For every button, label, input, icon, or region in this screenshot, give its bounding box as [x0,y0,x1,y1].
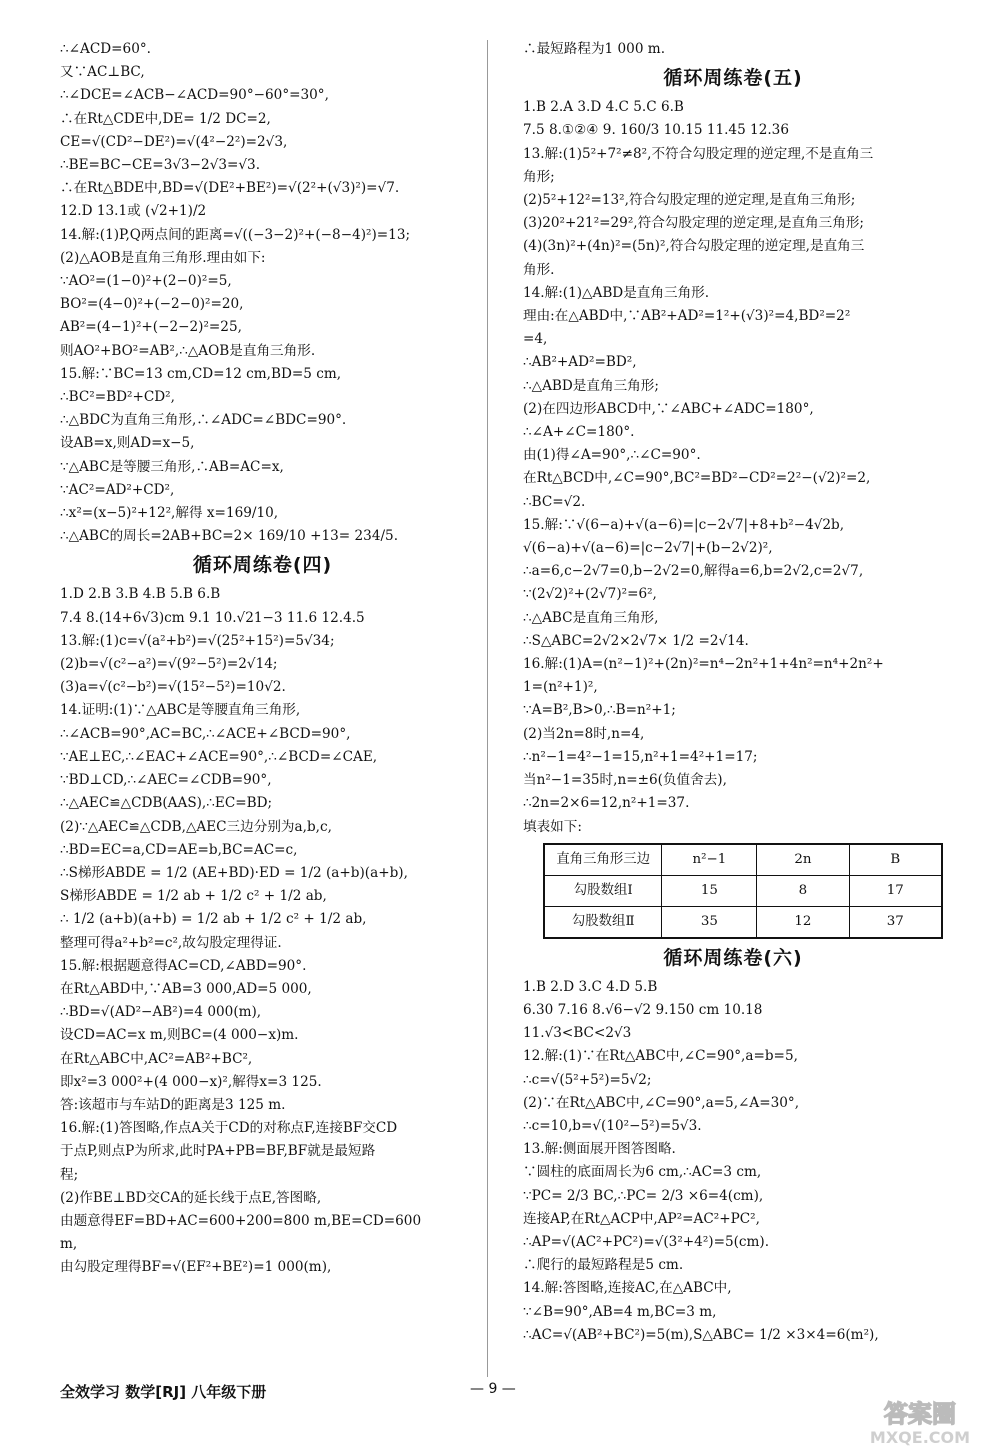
answer-line: 在Rt△BCD中,∠C=90°,BC²=BD²−CD²=2²−(√2)²=2, [523,470,871,487]
table-header-cell: B [849,844,942,876]
answer-line: ∴△ABC是直角三角形, [523,609,659,626]
table-header-row [544,844,942,876]
answer-line: 填表如下: [523,818,582,835]
answer-line: ∴BE=BC−CE=3√3−2√3=√3. [60,157,261,174]
left-column [60,38,465,1280]
answer-line: CE=√(CD²−DE²)=√(4²−2²)=2√3, [60,133,288,150]
book-title: 全效学习 数学[RJ] 八年级下册 [60,1383,267,1401]
answer-line: 即x²=3 000²+(4 000−x)²,解得x=3 125. [60,1073,322,1090]
answer-line: 由勾股定理得BF=√(EF²+BE²)=1 000(m), [60,1259,332,1276]
table-cell: 8 [757,875,849,906]
table-cell: 17 [849,875,942,906]
table-cell: 15 [662,875,757,906]
watermark-logo [854,1398,986,1448]
answer-line: 理由:在△ABD中,∵AB²+AD²=1²+(√3)²=4,BD²=2² [523,308,851,325]
answer-line: √(6−a)+√(a−6)=|c−2√7|+(b−2√2)², [523,540,773,557]
answer-line: ∴∠DCE=∠ACB−∠ACD=90°−60°=30°, [60,87,329,104]
answer-line: ∴x²=(x−5)²+12²,解得 x=169/10, [60,505,279,522]
answer-line: 1.D 2.B 3.B 4.B 5.B 6.B [60,586,221,603]
answer-line: =4, [523,331,548,348]
section-title-six: 循环周练卷(六) [663,946,803,969]
table-cell: 35 [662,906,757,938]
answer-line: 12.解:(1)∵在Rt△ABC中,∠C=90°,a=b=5, [523,1048,798,1065]
answer-line: 12.D 13.1或 (√2+1)/2 [60,203,207,220]
answer-line: ∴在Rt△BDE中,BD=√(DE²+BE²)=√(2²+(√3)²)=√7. [60,180,400,197]
answer-line: 在Rt△ABC中,AC²=AB²+BC², [60,1050,253,1067]
answer-line: ∴n²−1=4²−1=15,n²+1=4²+1=17; [523,748,758,765]
answer-line: 于点P,则点P为所求,此时PA+PB=BF,BF就是最短路 [60,1143,376,1160]
answer-line: ∴△BDC为直角三角形,∴∠ADC=∠BDC=90°. [60,412,347,429]
answer-line: ∵(2√2)²+(2√7)²=6², [523,586,657,603]
answer-line: ∴△ABC的周长=2AB+BC=2× 169/10 +13= 234/5. [60,528,399,545]
table-cell: 勾股数组Ⅱ [544,906,662,938]
answer-line: 则AO²+BO²=AB²,∴△AOB是直角三角形. [60,342,316,359]
table-row [544,906,942,938]
table-cell: 勾股数组Ⅰ [544,875,662,906]
answer-line: ∴△AEC≌△CDB(AAS),∴EC=BD; [60,795,273,812]
answer-line: ∴ 1/2 (a+b)(a+b) = 1/2 ab + 1/2 c² + 1/2 ab, [60,911,367,928]
answer-line: 连接AP,在Rt△ACP中,AP²=AC²+PC², [523,1210,760,1227]
answer-line: (3)a=√(c²−b²)=√(15²−5²)=10√2. [60,679,286,696]
answer-line: 由题意得EF=BD+AC=600+200=800 m,BE=CD=600 [60,1212,422,1229]
watermark-text-bottom: MXQE.COM [869,1428,971,1447]
answer-line: ∵AE⊥EC,∴∠EAC+∠ACE=90°,∴∠BCD=∠CAE, [60,748,378,765]
answer-line: (2)当2n=8时,n=4, [523,725,645,742]
answer-line: ∴BD=EC=a,CD=AE=b,BC=AC=c, [60,841,298,858]
answer-line: 设AB=x,则AD=x−5, [60,435,195,452]
table-cell: 37 [849,906,942,938]
answer-line: 15.解:∵BC=13 cm,CD=12 cm,BD=5 cm, [60,365,342,382]
answer-line: 14.解:答图略,连接AC,在△ABC中, [523,1280,732,1297]
answer-line: m, [60,1236,78,1253]
answer-line: 14.解:(1)△ABD是直角三角形. [523,284,710,301]
answer-line: 1=(n²+1)², [523,679,598,696]
answer-line: 角形. [523,261,555,278]
answer-line: AB²=(4−1)²+(−2−2)²=25, [60,319,242,336]
answer-line: 11.√3<BC<2√3 [523,1025,632,1042]
answer-line: 13.解:(1)c=√(a²+b²)=√(25²+15²)=5√34; [60,632,335,649]
watermark-text-top: 答案圈 [884,1400,956,1428]
answer-line: 角形; [523,168,555,185]
table-cell: 12 [757,906,849,938]
table-row [544,875,942,906]
answer-line: (3)20²+21²=29²,符合勾股定理的逆定理,是直角三角形; [523,215,864,232]
answer-line: ∴BD=√(AD²−AB²)=4 000(m), [60,1004,262,1021]
answer-line: 13.解:侧面展开图答图略. [523,1141,676,1158]
answer-line: ∴S△ABC=2√2×2√7× 1/2 =2√14. [523,632,749,649]
answer-line: 又∵AC⊥BC, [60,64,145,81]
answer-line: ∴a=6,c−2√7=0,b−2√2=0,解得a=6,b=2√2,c=2√7, [523,563,864,580]
pythagorean-triple-table [543,843,943,939]
answer-line: ∴c=√(5²+5²)=5√2; [523,1071,652,1088]
answer-line: 程; [60,1166,79,1183]
answer-line: ∵∠B=90°,AB=4 m,BC=3 m, [523,1303,717,1320]
answer-line: 答:该超市与车站D的距离是3 125 m. [60,1096,286,1113]
answer-line: 7.4 8.(14+6√3)cm 9.1 10.√21−3 11.6 12.4.5 [60,609,365,626]
answer-line: (2)∵△AEC≌△CDB,△AEC三边分别为a,b,c, [60,818,332,835]
table-header-cell: 直角三角形三边 [544,844,662,876]
answer-line: ∴2n=2×6=12,n²+1=37. [523,795,690,812]
answer-line: ∴AC=√(AB²+BC²)=5(m),S△ABC= 1/2 ×3×4=6(m²), [523,1326,879,1343]
answer-line: (2)5²+12²=13²,符合勾股定理的逆定理,是直角三角形; [523,192,856,209]
answer-line: ∴AP=√(AC²+PC²)=√(3²+4²)=5(cm). [523,1233,770,1250]
answer-line: (2)△AOB是直角三角形.理由如下: [60,249,266,266]
answer-line: ∴∠A+∠C=180°. [523,424,635,441]
table-header-cell: 2n [757,844,849,876]
answer-line: ∴AB²+AD²=BD², [523,354,637,371]
answer-line: 由(1)得∠A=90°,∴∠C=90°. [523,447,701,464]
answer-line: BO²=(4−0)²+(−2−0)²=20, [60,296,244,313]
answer-line: ∴∠ACB=90°,AC=BC,∴∠ACE+∠BCD=90°, [60,725,351,742]
answer-line: ∴在Rt△CDE中,DE= 1/2 DC=2, [60,110,271,127]
answer-line: 1.B 2.A 3.D 4.C 5.C 6.B [523,99,684,116]
answer-line: 14.证明:(1)∵△ABC是等腰直角三角形, [60,702,301,719]
answer-line: 6.30 7.16 8.√6−√2 9.150 cm 10.18 [523,1001,763,1018]
answer-line: 整理可得a²+b²=c²,故勾股定理得证. [60,934,282,951]
answer-line: ∵BD⊥CD,∴∠AEC=∠CDB=90°, [60,772,272,789]
answer-line: ∴最短路程为1 000 m. [523,41,666,57]
answer-line: ∴爬行的最短路程是5 cm. [523,1257,684,1274]
right-column [523,38,943,1347]
answer-line: ∵△ABC是等腰三角形,∴AB=AC=x, [60,458,284,475]
answer-line: ∵AO²=(1−0)²+(2−0)²=5, [60,273,232,290]
answer-line: (2)b=√(c²−a²)=√(9²−5²)=2√14; [60,656,278,673]
answer-line: ∴BC²=BD²+CD², [60,389,175,406]
answer-line: 15.解:∵√(6−a)+√(a−6)=|c−2√7|+8+b²−4√2b, [523,516,845,533]
answer-line: 7.5 8.①②④ 9. 160/3 10.15 11.45 12.36 [523,122,789,139]
answer-line: ∴BC=√2. [523,493,586,510]
answer-line: ∵A=B²,B>0,∴B=n²+1; [523,702,676,719]
section-title-five: 循环周练卷(五) [663,67,803,90]
answer-line: 设CD=AC=x m,则BC=(4 000−x)m. [60,1027,299,1044]
answer-line: (4)(3n)²+(4n)²=(5n)²,符合勾股定理的逆定理,是直角三 [523,238,865,255]
answer-line: 在Rt△ABD中,∵AB=3 000,AD=5 000, [60,980,312,997]
answer-line: 16.解:(1)答图略,作点A关于CD的对称点F,连接BF交CD [60,1120,398,1137]
answer-line: ∴△ABD是直角三角形; [523,377,659,394]
answer-line: ∴S梯形ABDE = 1/2 (AE+BD)·ED = 1/2 (a+b)(a+b), [60,864,408,881]
answer-line: ∵圆柱的底面周长为6 cm,∴AC=3 cm, [523,1164,762,1181]
answer-line: 15.解:根据题意得AC=CD,∠ABD=90°. [60,957,307,974]
answer-line: (2)∵在Rt△ABC中,∠C=90°,a=5,∠A=30°, [523,1094,800,1111]
answer-line: 13.解:(1)5²+7²≠8²,不符合勾股定理的逆定理,不是直角三 [523,145,874,162]
answer-line: S梯形ABDE = 1/2 ab + 1/2 c² + 1/2 ab, [60,888,327,905]
section-title-four: 循环周练卷(四) [192,554,333,577]
answer-line: ∵PC= 2/3 BC,∴PC= 2/3 ×6=4(cm), [523,1187,764,1204]
page-number: — 9 — [470,1381,516,1397]
column-divider [487,40,488,1377]
answer-line: ∴∠ACD=60°. [60,41,151,57]
answer-line: ∵AC²=AD²+CD², [60,481,175,498]
answer-line: (2)作BE⊥BD交CA的延长线于点E,答图略, [60,1189,322,1206]
table-header-cell: n²−1 [662,844,757,876]
answer-line: 1.B 2.D 3.C 4.D 5.B [523,978,658,995]
answer-line: ∴c=10,b=√(10²−5²)=5√3. [523,1117,702,1134]
answer-line: 14.解:(1)P,Q两点间的距离=√((−3−2)²+(−8−4)²)=13; [60,226,411,243]
answer-line: 16.解:(1)A=(n²−1)²+(2n)²=n⁴−2n²+1+4n²=n⁴+2n²+ [523,656,884,673]
answer-line: 当n²−1=35时,n=±6(负值舍去), [523,772,727,789]
answer-line: (2)在四边形ABCD中,∵∠ABC+∠ADC=180°, [523,400,814,417]
page-footer [60,1381,940,1407]
